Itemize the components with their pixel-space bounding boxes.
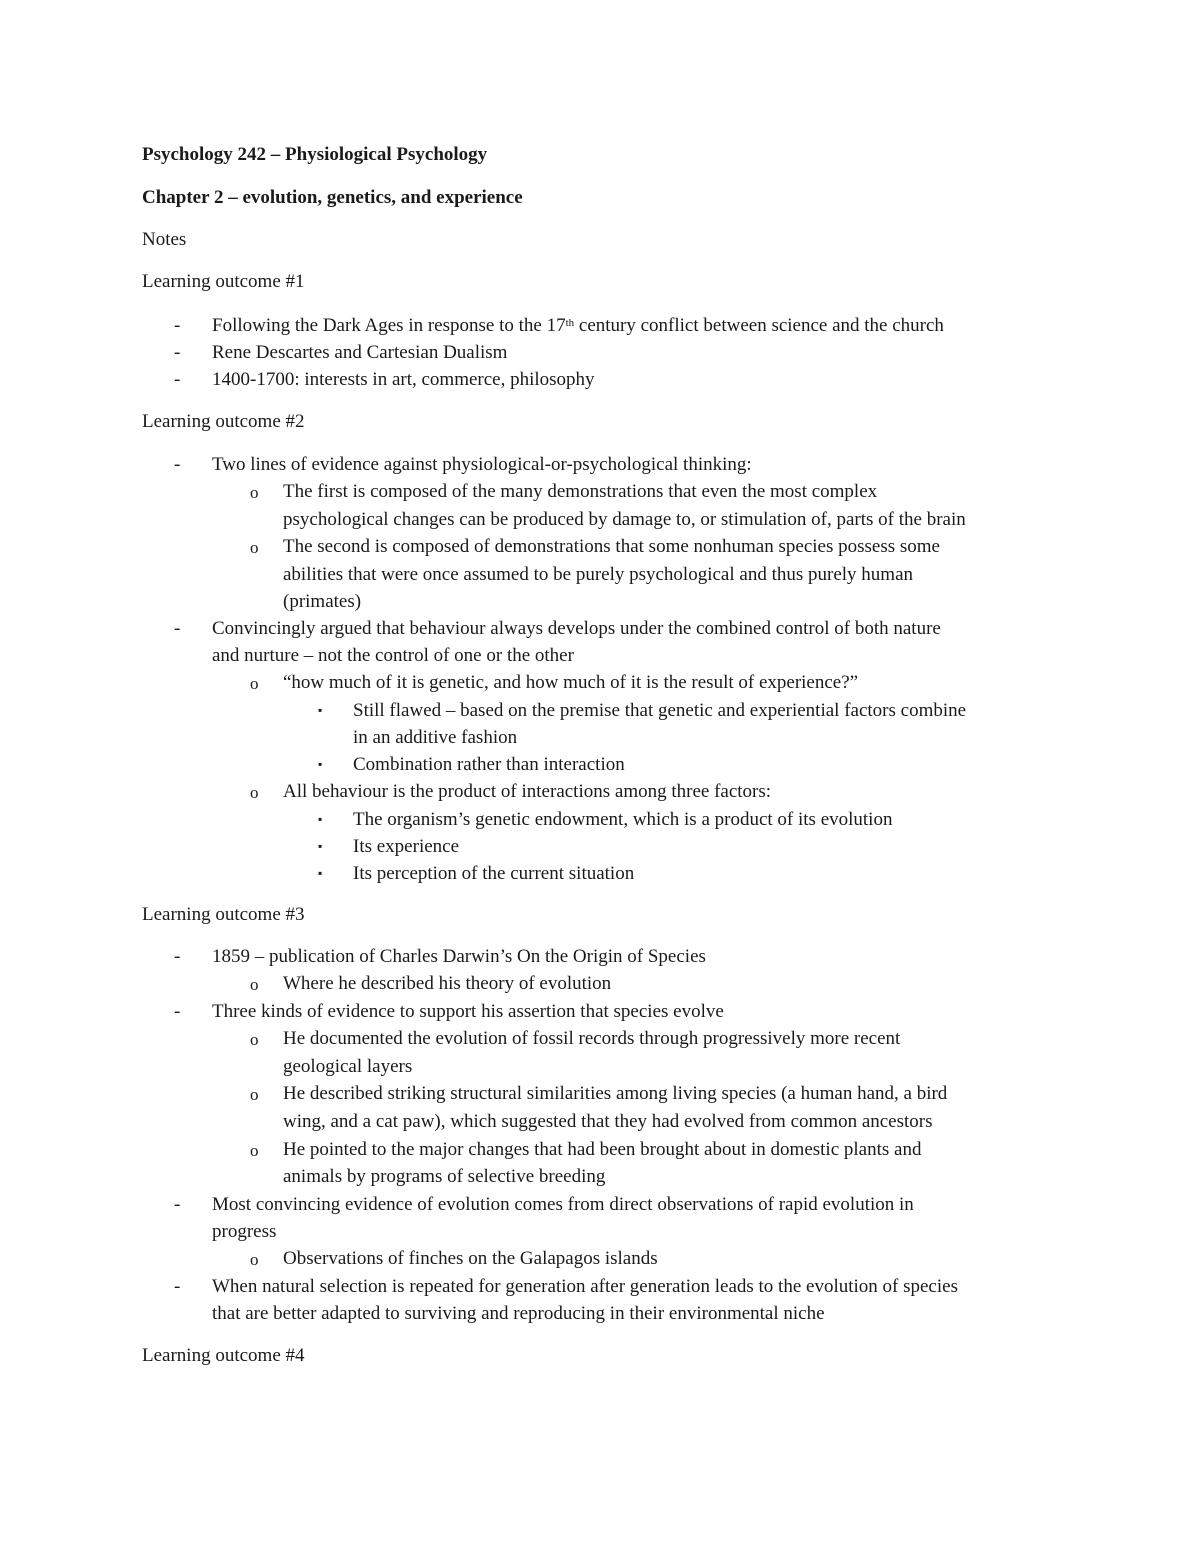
dash-marker: - [174, 342, 181, 363]
list-item: Its experience [353, 836, 460, 857]
dash-marker: - [174, 1001, 181, 1022]
list-item: “how much of it is genetic, and how much of it is the result of experience?” [283, 672, 859, 693]
list-item: Convincingly argued that behaviour always develops under the combined control of both nature [212, 618, 941, 639]
list-item: Most convincing evidence of evolution comes from direct observations of rapid evolution in [212, 1194, 914, 1215]
circle-marker: o [250, 783, 259, 802]
document-title: Psychology 242 – Physiological Psychology [142, 144, 488, 165]
list-item: Where he described his theory of evolution [283, 973, 612, 994]
list-item: Three kinds of evidence to support his assertion that species evolve [212, 1001, 724, 1022]
circle-marker: o [250, 1250, 259, 1269]
list-item: Combination rather than interaction [353, 754, 625, 775]
circle-marker: o [250, 1030, 259, 1049]
circle-marker: o [250, 674, 259, 693]
list-item: Its perception of the current situation [353, 863, 635, 884]
square-marker: ▪ [318, 866, 323, 880]
dash-marker: - [174, 1276, 181, 1297]
square-marker: ▪ [318, 839, 323, 853]
list-item: Rene Descartes and Cartesian Dualism [212, 342, 508, 363]
circle-marker: o [250, 538, 259, 557]
list-item: Following the Dark Ages in response to the 17th century conflict between science and the church [212, 315, 944, 336]
square-marker: ▪ [318, 757, 323, 771]
list-item: The organism’s genetic endowment, which is a product of its evolution [353, 809, 893, 830]
list-item: Still flawed – based on the premise that genetic and experiential factors combine [353, 700, 967, 721]
dash-marker: - [174, 315, 181, 336]
list-item-continuation: geological layers [283, 1056, 413, 1077]
section-heading-lo3: Learning outcome #3 [142, 904, 305, 925]
section-heading-lo2: Learning outcome #2 [142, 411, 305, 432]
list-item-continuation: psychological changes can be produced by damage to, or stimulation of, parts of the brain [283, 509, 966, 530]
dash-marker: - [174, 454, 181, 475]
dash-marker: - [174, 369, 181, 390]
list-item-continuation: in an additive fashion [353, 727, 518, 748]
list-item: 1859 – publication of Charles Darwin’s On the Origin of Species [212, 946, 706, 967]
section-heading-lo4: Learning outcome #4 [142, 1345, 305, 1366]
list-item-continuation: abilities that were once assumed to be purely psychological and thus purely human [283, 564, 913, 585]
superscript: th [565, 317, 575, 329]
list-item: He described striking structural similarities among living species (a human hand, a bird [283, 1083, 948, 1104]
section-heading-lo1: Learning outcome #1 [142, 271, 305, 292]
list-item: All behaviour is the product of interactions among three factors: [283, 781, 772, 802]
circle-marker: o [250, 1085, 259, 1104]
list-item: The second is composed of demonstrations that some nonhuman species possess some [283, 536, 940, 557]
list-item-continuation: wing, and a cat paw), which suggested that they had evolved from common ancestors [283, 1111, 933, 1132]
list-item: He documented the evolution of fossil records through progressively more recent [283, 1028, 901, 1049]
notes-label: Notes [142, 229, 187, 250]
list-item-continuation: (primates) [283, 591, 362, 612]
dash-marker: - [174, 1194, 181, 1215]
circle-marker: o [250, 975, 259, 994]
square-marker: ▪ [318, 703, 323, 717]
list-item-continuation: that are better adapted to surviving and reproducing in their environmental niche [212, 1303, 825, 1324]
list-item-continuation: progress [212, 1221, 277, 1242]
list-item: He pointed to the major changes that had been brought about in domestic plants and [283, 1139, 922, 1160]
list-item: Observations of finches on the Galapagos islands [283, 1248, 658, 1269]
dash-marker: - [174, 618, 181, 639]
dash-marker: - [174, 946, 181, 967]
list-item: Two lines of evidence against physiological-or-psychological thinking: [212, 454, 752, 475]
square-marker: ▪ [318, 812, 323, 826]
circle-marker: o [250, 1141, 259, 1160]
list-item: The first is composed of the many demonstrations that even the most complex [283, 481, 878, 502]
list-item-continuation: animals by programs of selective breeding [283, 1166, 606, 1187]
list-item: When natural selection is repeated for generation after generation leads to the evolution of species [212, 1276, 958, 1297]
circle-marker: o [250, 483, 259, 502]
list-item: 1400-1700: interests in art, commerce, philosophy [212, 369, 595, 390]
list-item-continuation: and nurture – not the control of one or the other [212, 645, 574, 666]
chapter-heading: Chapter 2 – evolution, genetics, and experience [142, 187, 523, 208]
